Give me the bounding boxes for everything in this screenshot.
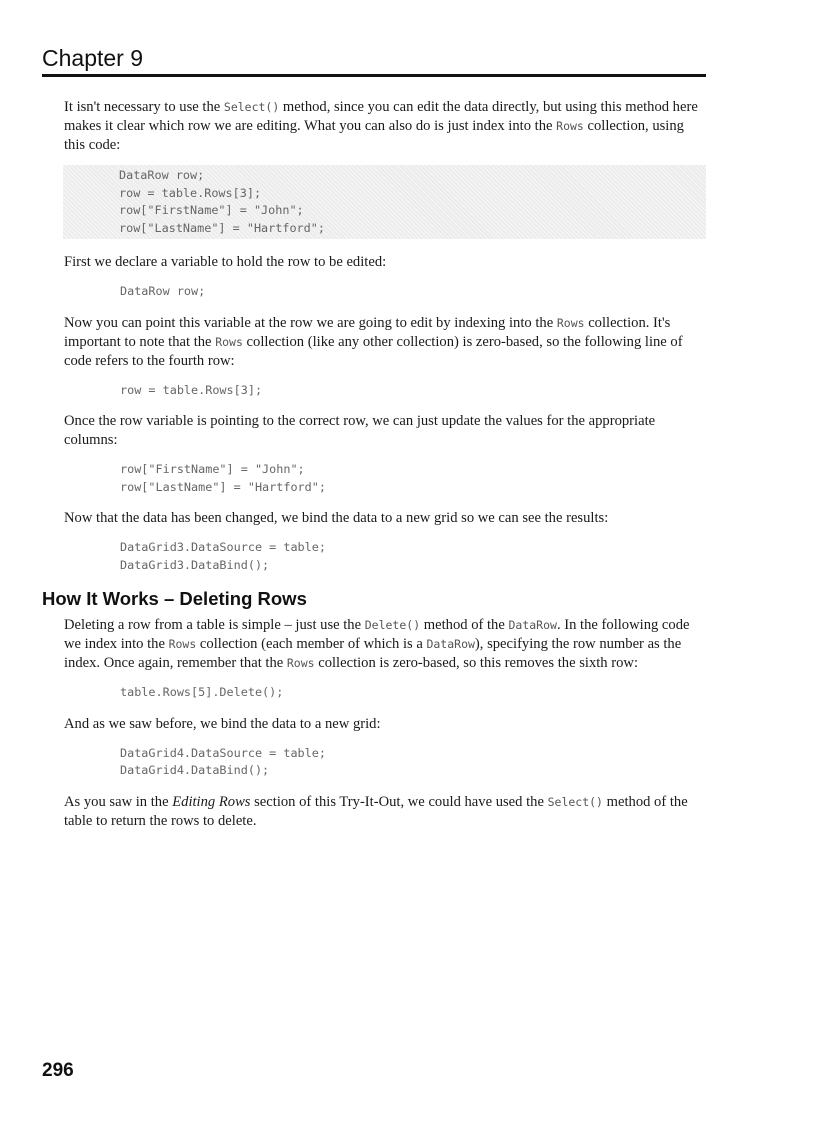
code-snippet — [64, 745, 708, 780]
code-snippet — [64, 283, 708, 301]
code-line: DataRow row; — [119, 168, 205, 182]
code-line: DataGrid4.DataSource = table; — [120, 745, 326, 760]
paragraph-update-values: Once the row variable is pointing to the correct row, we can just update the values for the appropriate columns: — [64, 413, 656, 448]
code-line: DataGrid4.DataBind(); — [120, 763, 270, 777]
paragraph-select-alternative: As you saw in the Editing Rows section of this Try-It-Out, we could have used the Select() method of the table to return the rows to delete. — [64, 793, 688, 829]
code-line: row = table.Rows[3]; — [119, 185, 262, 200]
paragraph-bind-again: And as we saw before, we bind the data to a new grid: — [64, 715, 381, 732]
section-heading: How It Works – Deleting Rows — [42, 588, 307, 609]
code-snippet — [64, 684, 708, 702]
code-line: row["LastName"] = "Hartford"; — [120, 479, 326, 494]
code-line: row["FirstName"] = "John"; — [120, 462, 305, 476]
paragraph-index-rows: Now you can point this variable at the row we are going to edit by indexing into the Rows collection. It's important to note that the Rows collection (like any other collection) is zero-based, so the following line of code refers to the fourth row: — [64, 314, 683, 369]
code-line: DataGrid3.DataBind(); — [120, 557, 270, 572]
code-snippet — [64, 461, 708, 496]
paragraph-declare-variable: First we declare a variable to hold the row to be edited: — [64, 254, 387, 270]
chapter-title: Chapter 9 — [42, 45, 144, 71]
highlighted-code-block — [63, 165, 706, 239]
code-line: row["FirstName"] = "John"; — [119, 203, 304, 217]
chapter-header — [42, 44, 706, 77]
paragraph-bind-grid: Now that the data has been changed, we bind the data to a new grid so we can see the results: — [64, 510, 609, 526]
code-snippet — [64, 382, 708, 400]
code-line: row = table.Rows[3]; — [120, 382, 263, 397]
paragraph-deleting-rows: Deleting a row from a table is simple – just use the Delete() method of the DataRow. In the following code we index into the Rows collection (each member of which is a DataRow), specifying the row number as the index. Once again, remember that the Rows collection is zero-based, so this removes the sixth row: — [64, 617, 690, 671]
page-number: 296 — [42, 1060, 74, 1081]
code-line: DataRow row; — [120, 284, 206, 298]
code-line: DataGrid3.DataSource = table; — [120, 540, 326, 554]
paragraph-select-intro: It isn't necessary to use the Select() method, since you can edit the data directly, but using this method here makes it clear which row we are editing. What you can also do is just index into the Rows collection, using this code: — [64, 99, 698, 153]
code-line: row["LastName"] = "Hartford"; — [119, 220, 325, 235]
code-line: table.Rows[5].Delete(); — [120, 685, 284, 699]
code-snippet — [64, 539, 708, 574]
page-content — [42, 98, 708, 831]
